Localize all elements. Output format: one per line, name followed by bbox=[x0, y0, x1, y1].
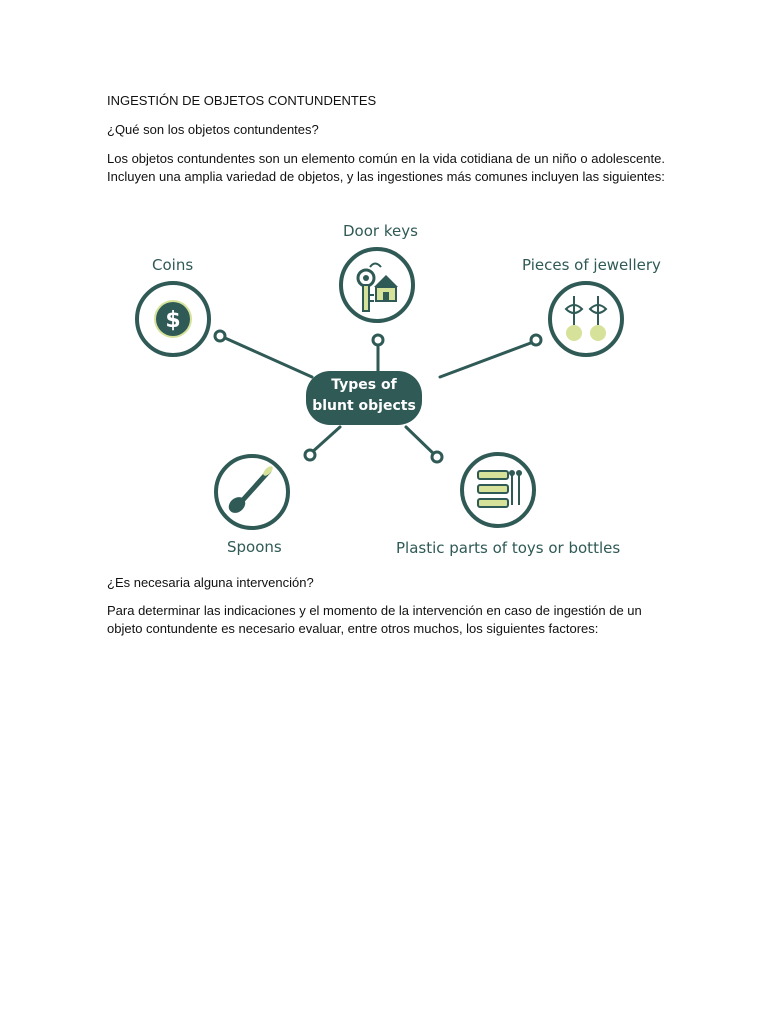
connector-spoons bbox=[310, 427, 340, 454]
paragraph-1-line-1: Los objetos contundentes son un elemento común en la vida cotidiana de un niño o adolescente. bbox=[107, 151, 665, 166]
key-house-icon bbox=[341, 249, 413, 321]
question-what-are-blunt-objects: ¿Qué son los objetos contundentes? bbox=[107, 122, 319, 137]
xylophone-icon bbox=[462, 454, 534, 526]
paragraph-1-line-2: Incluyen una amplia variedad de objetos, y las ingestiones más comunes incluyen las siguientes: bbox=[107, 169, 665, 184]
connector-dot-coins bbox=[215, 331, 225, 341]
center-label-line-2: blunt objects bbox=[312, 398, 416, 414]
dollar-coin-icon bbox=[137, 283, 209, 355]
connector-dot-plastic bbox=[432, 452, 442, 462]
paragraph-2-line-2: objeto contundente es necesario evaluar, entre otros muchos, los siguientes factores: bbox=[107, 621, 599, 636]
label-plastic-parts: Plastic parts of toys or bottles bbox=[396, 539, 621, 557]
label-coins: Coins bbox=[152, 256, 194, 274]
question-intervention-needed: ¿Es necesaria alguna intervención? bbox=[107, 575, 314, 590]
connector-dot-spoons bbox=[305, 450, 315, 460]
label-door-keys: Door keys bbox=[343, 222, 418, 240]
spoon-icon bbox=[216, 456, 288, 528]
blunt-objects-diagram bbox=[100, 205, 670, 575]
connector-coins bbox=[225, 338, 312, 377]
document-heading: INGESTIÓN DE OBJETOS CONTUNDENTES bbox=[107, 93, 377, 108]
earrings-icon bbox=[550, 283, 622, 355]
paragraph-2-line-1: Para determinar las indicaciones y el momento de la intervención en caso de ingestión de un bbox=[107, 603, 642, 618]
center-label bbox=[307, 375, 421, 417]
label-jewellery: Pieces of jewellery bbox=[522, 256, 661, 274]
connector-dot-jewellery bbox=[531, 335, 541, 345]
center-label-line-1: Types of bbox=[331, 377, 397, 393]
connector-dot-keys bbox=[373, 335, 383, 345]
svg-text:$: $ bbox=[165, 308, 181, 333]
label-spoons: Spoons bbox=[227, 538, 282, 556]
connector-jewellery bbox=[440, 341, 536, 377]
